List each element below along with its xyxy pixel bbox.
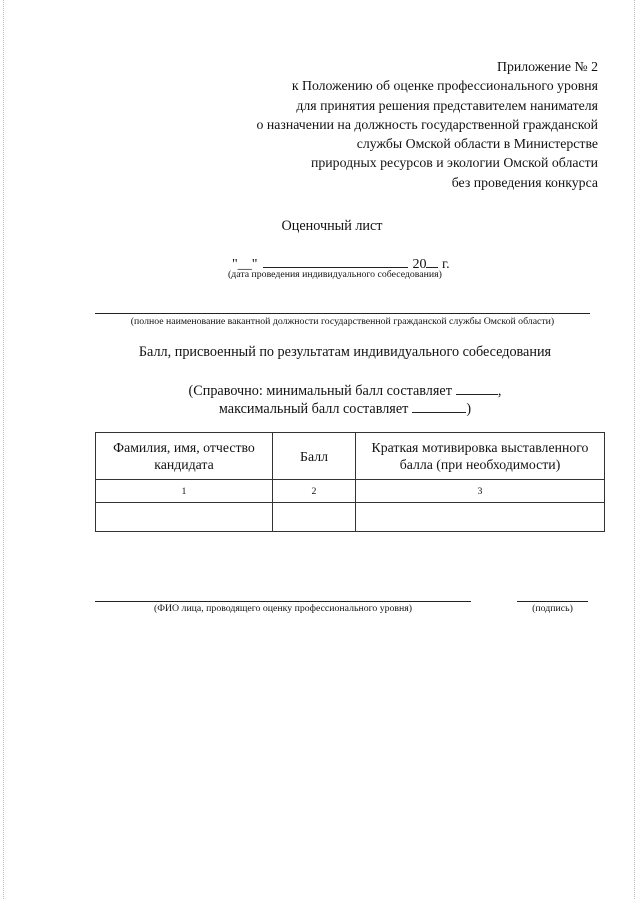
header-score: Балл bbox=[273, 433, 356, 480]
sign-caption: (подпись) bbox=[532, 603, 573, 614]
scan-left-edge bbox=[3, 0, 4, 899]
header-candidate-name: Фамилия, имя, отчество кандидата bbox=[96, 433, 273, 480]
table-number-row bbox=[96, 480, 605, 503]
fio-signature-line bbox=[95, 601, 471, 602]
date-month-blank bbox=[263, 254, 408, 268]
reference-max-end: ) bbox=[466, 401, 472, 417]
reference-min-line bbox=[0, 381, 640, 400]
appendix-line: к Положению об оценке профессионального уровня bbox=[291, 78, 598, 94]
date-year-prefix: 20 bbox=[412, 257, 427, 272]
date-day-blank: "__" bbox=[232, 257, 258, 272]
appendix-line: Приложение № 2 bbox=[496, 59, 598, 74]
column-number: 3 bbox=[356, 480, 605, 503]
column-number: 1 bbox=[96, 480, 273, 503]
reference-max-line bbox=[0, 399, 640, 418]
scan-right-edge bbox=[634, 0, 635, 899]
min-score-blank bbox=[456, 381, 498, 395]
date-year-blank bbox=[426, 254, 438, 268]
reference-min-end: , bbox=[497, 383, 502, 399]
column-number: 2 bbox=[273, 480, 356, 503]
sign-signature-line bbox=[517, 601, 588, 602]
reference-min-text: (Справочно: минимальный балл составляет bbox=[188, 383, 452, 399]
position-caption: (полное наименование вакантной должности государственной гражданской службы Омской области) bbox=[130, 316, 555, 327]
table-row bbox=[96, 503, 605, 532]
date-caption: (дата проведения индивидуального собеседования) bbox=[228, 269, 442, 280]
max-score-blank bbox=[412, 399, 466, 413]
appendix-line: службы Омской области в Министерстве bbox=[356, 136, 598, 152]
appendix-line: о назначении на должность государственной гражданской bbox=[256, 116, 598, 132]
appendix-line: без проведения конкурса bbox=[451, 174, 598, 190]
table-header-row bbox=[96, 433, 605, 480]
reference-max-text: максимальный балл составляет bbox=[218, 401, 409, 417]
table-cell-score bbox=[273, 503, 356, 532]
table-cell-candidate bbox=[96, 503, 273, 532]
position-blank-line bbox=[95, 313, 590, 314]
fio-caption: (ФИО лица, проводящего оценку профессионального уровня) bbox=[153, 603, 413, 614]
score-title: Балл, присвоенный по результатам индивидуального собеседования bbox=[138, 344, 552, 360]
appendix-line: для принятия решения представителем нанимателя bbox=[296, 97, 598, 113]
form-title: Оценочный лист bbox=[281, 218, 383, 234]
table-cell-motivation bbox=[356, 503, 605, 532]
appendix-line: природных ресурсов и экологии Омской области bbox=[311, 155, 598, 171]
header-motivation: Краткая мотивировка выставленного балла (при необходимости) bbox=[356, 433, 605, 480]
appendix-header bbox=[257, 57, 598, 192]
score-table bbox=[95, 432, 605, 532]
date-year-suffix: г. bbox=[441, 257, 450, 272]
